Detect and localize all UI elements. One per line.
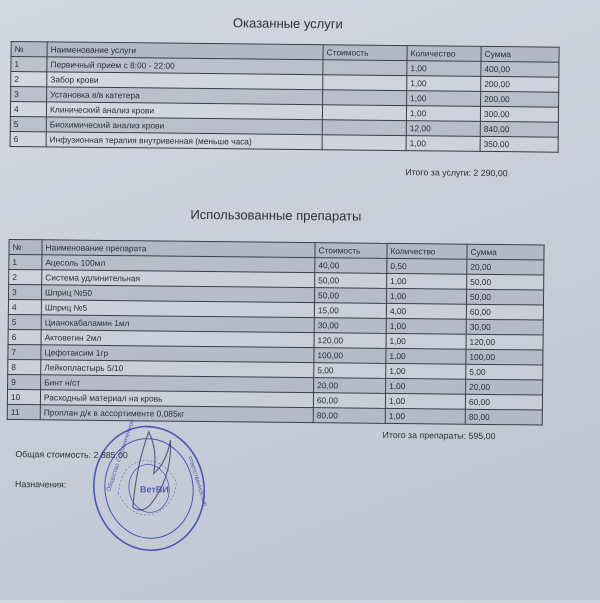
table-cell: 1,00 <box>407 76 481 92</box>
column-header: Наименование препарата <box>42 240 315 258</box>
table-cell: 10 <box>7 389 40 404</box>
table-cell: 840,00 <box>480 121 558 137</box>
table-cell: 3 <box>8 284 41 299</box>
table-cell: 300,00 <box>480 106 558 122</box>
table-cell: 120,00 <box>314 333 386 349</box>
column-header: Стоимость <box>323 45 407 61</box>
services-table <box>10 41 560 153</box>
table-cell: 60,00 <box>466 304 543 320</box>
table-cell: 1,00 <box>386 348 466 364</box>
table-cell: Клинический анализ крови <box>46 102 322 120</box>
table-cell: 1,00 <box>386 318 466 334</box>
column-header: Стоимость <box>315 243 387 259</box>
services-title: Оказанные услуги <box>232 15 343 32</box>
table-cell: 350,00 <box>480 136 558 152</box>
table-cell: 200,00 <box>481 76 559 92</box>
table-cell: 3 <box>11 86 47 101</box>
column-header: Сумма <box>481 46 559 62</box>
table-cell: 4 <box>8 299 41 314</box>
table-cell: 1,00 <box>385 393 465 409</box>
table-cell: 5,00 <box>466 364 543 380</box>
table-cell: 1 <box>11 56 47 71</box>
table-cell: 20,00 <box>314 378 386 394</box>
table-cell: Лейкопластырь 5/10 <box>41 360 314 378</box>
table-cell: Актовегин 2мл <box>41 330 314 348</box>
table-cell: Расходный материал на кровь <box>40 390 313 408</box>
table-cell: 50,00 <box>466 289 543 305</box>
table-cell: 15,00 <box>314 303 386 319</box>
table-cell: 60,00 <box>313 393 385 409</box>
table-cell: Цефотаксим 1гр <box>41 345 314 363</box>
table-cell: 5,00 <box>314 363 386 379</box>
table-cell: 200,00 <box>481 91 559 107</box>
meds-total: Итого за препараты: 595,00 <box>382 429 496 442</box>
column-header: № <box>11 41 47 56</box>
table-cell: 0,50 <box>387 258 467 274</box>
company-stamp-icon <box>89 416 208 557</box>
table-cell: Шприц №50 <box>41 285 314 303</box>
table-cell: 1,00 <box>386 333 466 349</box>
column-header: Количество <box>387 243 467 259</box>
table-cell: 80,00 <box>313 408 385 424</box>
table-cell <box>323 75 407 91</box>
table-cell: 80,00 <box>465 409 542 425</box>
table-cell: Система удлинительная <box>42 270 315 288</box>
table-cell: 1,00 <box>407 61 481 77</box>
table-cell: 400,00 <box>481 61 559 77</box>
table-cell <box>323 90 407 106</box>
meds-table <box>7 239 545 426</box>
table-cell: 50,00 <box>467 274 544 290</box>
table-cell: 11 <box>7 404 40 419</box>
table-cell: 100,00 <box>466 349 543 365</box>
purpose-label: Назначения: <box>15 479 67 490</box>
meds-title: Использованные препараты <box>190 206 362 224</box>
services-total: Итого за услуги: 2 290,00 <box>405 167 508 179</box>
table-cell: 2 <box>9 269 42 284</box>
table-cell <box>322 105 406 121</box>
table-cell: 60,00 <box>465 394 542 410</box>
table-cell: Биохимический анализ крови <box>46 117 322 135</box>
table-cell: 20,00 <box>466 379 543 395</box>
table-cell: Установка в/в катетера <box>47 87 323 105</box>
table-cell: 20,00 <box>467 259 544 275</box>
table-cell: 1 <box>9 254 42 269</box>
table-cell: 8 <box>8 359 41 374</box>
table-cell <box>323 60 407 76</box>
table-cell: 30,00 <box>314 318 386 334</box>
table-cell: 6 <box>10 131 46 146</box>
table-cell: 2 <box>11 71 47 86</box>
table-cell: 1,00 <box>386 288 466 304</box>
table-cell: Ацесоль 100мл <box>42 255 315 273</box>
table-cell: Проплан д/к в ассортименте 0,085кг <box>40 405 313 423</box>
column-header: Сумма <box>467 244 544 260</box>
table-cell: 50,00 <box>314 288 386 304</box>
table-cell: 6 <box>8 329 41 344</box>
table-cell: 12,00 <box>406 121 480 137</box>
table-cell: 40,00 <box>315 258 387 274</box>
table-cell: 4,00 <box>386 303 466 319</box>
table-cell: 1,00 <box>407 91 481 107</box>
column-header: Количество <box>407 46 481 62</box>
svg-text:ответственностью: ответственностью <box>186 455 209 508</box>
table-cell: Забор крови <box>47 72 323 90</box>
table-cell: Шприц №5 <box>41 300 314 318</box>
table-cell: Цианокабаламин 1мл <box>41 315 314 333</box>
table-cell: 7 <box>8 344 41 359</box>
table-cell: 120,00 <box>466 334 543 350</box>
table-cell: 100,00 <box>314 348 386 364</box>
column-header: Наименование услуги <box>47 42 323 60</box>
grand-total: Общая стоимость: 2 885,00 <box>15 449 128 461</box>
table-cell: 5 <box>8 314 41 329</box>
svg-text:ВетВИ: ВетВИ <box>139 484 169 495</box>
table-cell: 1,00 <box>386 363 466 379</box>
table-cell: 4 <box>10 101 46 116</box>
table-cell: 9 <box>8 374 41 389</box>
table-cell <box>322 135 406 151</box>
svg-text:Общество с ограниченной: Общество с ограниченной <box>105 418 137 493</box>
column-header: № <box>9 239 42 254</box>
table-cell: 30,00 <box>466 319 543 335</box>
table-cell: Бинт н/ст <box>41 375 314 393</box>
table-cell: 1,00 <box>385 408 465 424</box>
table-cell: 1,00 <box>406 136 480 152</box>
table-cell: Первичный прием с 8:00 - 22:00 <box>47 57 323 75</box>
table-cell: 1,00 <box>387 273 467 289</box>
table-cell: 1,00 <box>406 106 480 122</box>
table-cell: 50,00 <box>315 273 387 289</box>
table-cell <box>322 120 406 136</box>
table-cell: Инфузионная терапия внутривенная (меньше часа) <box>46 132 322 150</box>
table-cell: 1,00 <box>386 378 466 394</box>
table-cell: 5 <box>10 116 46 131</box>
